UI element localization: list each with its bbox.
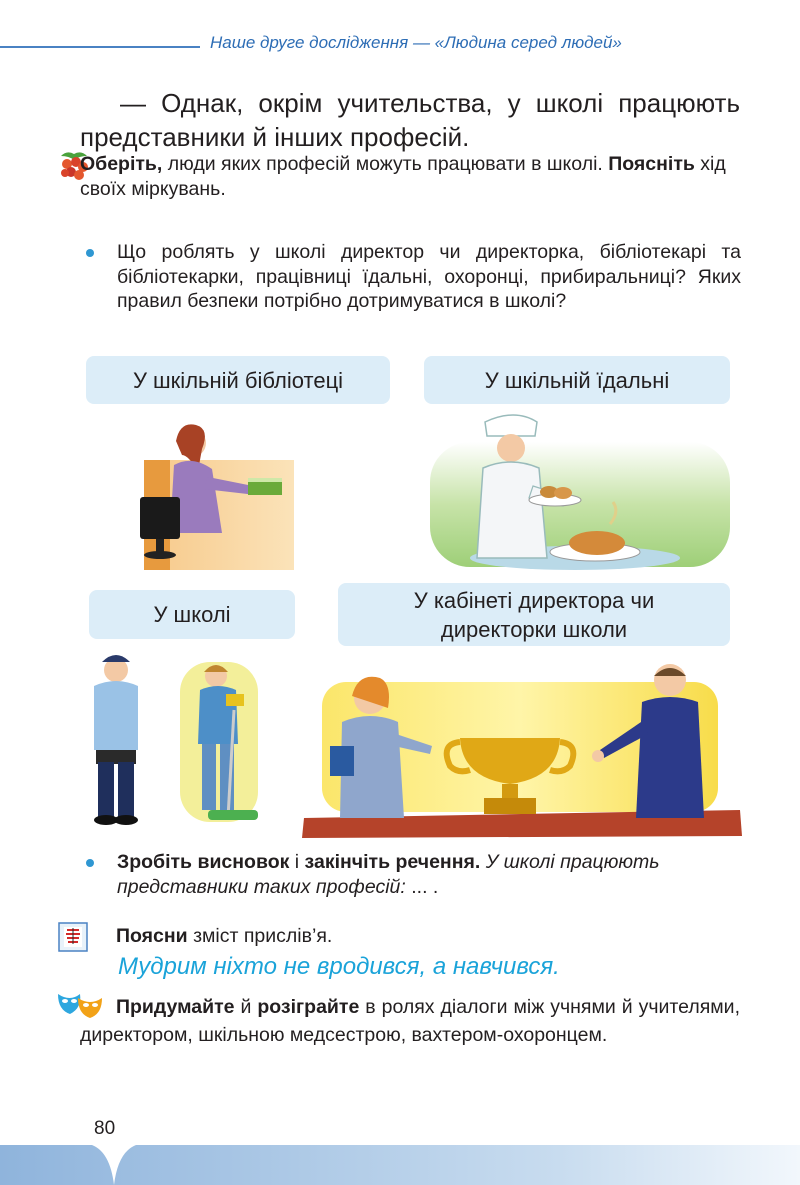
page-number: 80: [94, 1118, 116, 1139]
bullet-dot: [86, 249, 94, 257]
task-choose: [80, 152, 740, 202]
task-text-2: хід своїх міркувань.: [80, 153, 726, 200]
conclusion-task: [117, 850, 741, 900]
roleplay-connector: й: [234, 996, 258, 1018]
task-verb-explain: Поясніть: [608, 153, 695, 175]
task-verb-choose: Оберіть,: [80, 153, 163, 175]
conclusion-ellipsis: ... .: [405, 876, 439, 898]
guard-and-cleaner-illustration: [88, 650, 260, 830]
intro-text: — Однак, окрім учительства, у школі працюють представники й інших професій.: [80, 88, 740, 152]
caption-school: У школі: [89, 590, 295, 639]
proverb-task: [116, 924, 332, 949]
roleplay-task: [80, 993, 740, 1049]
director-office-illustration: [300, 650, 743, 840]
proverb-task-verb: Поясни: [116, 925, 188, 947]
intro-paragraph: [80, 86, 740, 154]
running-header: Наше друге дослідження — «Людина серед людей»: [210, 33, 622, 52]
conclusion-verb-1: Зробіть висновок: [117, 851, 290, 873]
caption-library: У шкільній бібліотеці: [86, 356, 390, 404]
roleplay-verb-2: розіграйте: [257, 996, 360, 1018]
proverb-task-text: зміст прислів’я.: [187, 925, 333, 947]
header-rule: [0, 46, 200, 48]
task-text-1: люди яких професій можуть працювати в школі.: [162, 153, 609, 175]
conclusion-verb-2: закінчіть речення.: [304, 851, 481, 873]
proverb: Мудрим ніхто не вродився, а навчився.: [118, 953, 560, 980]
bullet-dot: [86, 859, 94, 867]
conclusion-prompt: У школі працюють представники таких професій:: [117, 851, 660, 898]
embroidery-towel-icon: [58, 922, 88, 952]
roleplay-text: в ролях діалоги між учнями й учителями, директором, шкільною медсестрою, вахтером-охоронцем.: [80, 996, 740, 1046]
question-paragraph: Що роблять у школі директор чи директорка, бібліотекарі та бібліотекарки, працівниці їдальні, охоронці, прибиральниці? Яких правил безпеки потрібно дотримуватися в школі?: [117, 241, 741, 312]
caption-director: У кабінеті директора чи директорки школи: [338, 583, 730, 646]
conclusion-connector: і: [289, 851, 305, 873]
roleplay-verb-1: Придумайте: [116, 996, 235, 1018]
footer-band: [0, 1140, 800, 1185]
librarian-illustration: [130, 415, 300, 575]
caption-canteen: У шкільній їдальні: [424, 356, 730, 404]
canteen-cook-illustration: [425, 412, 735, 572]
